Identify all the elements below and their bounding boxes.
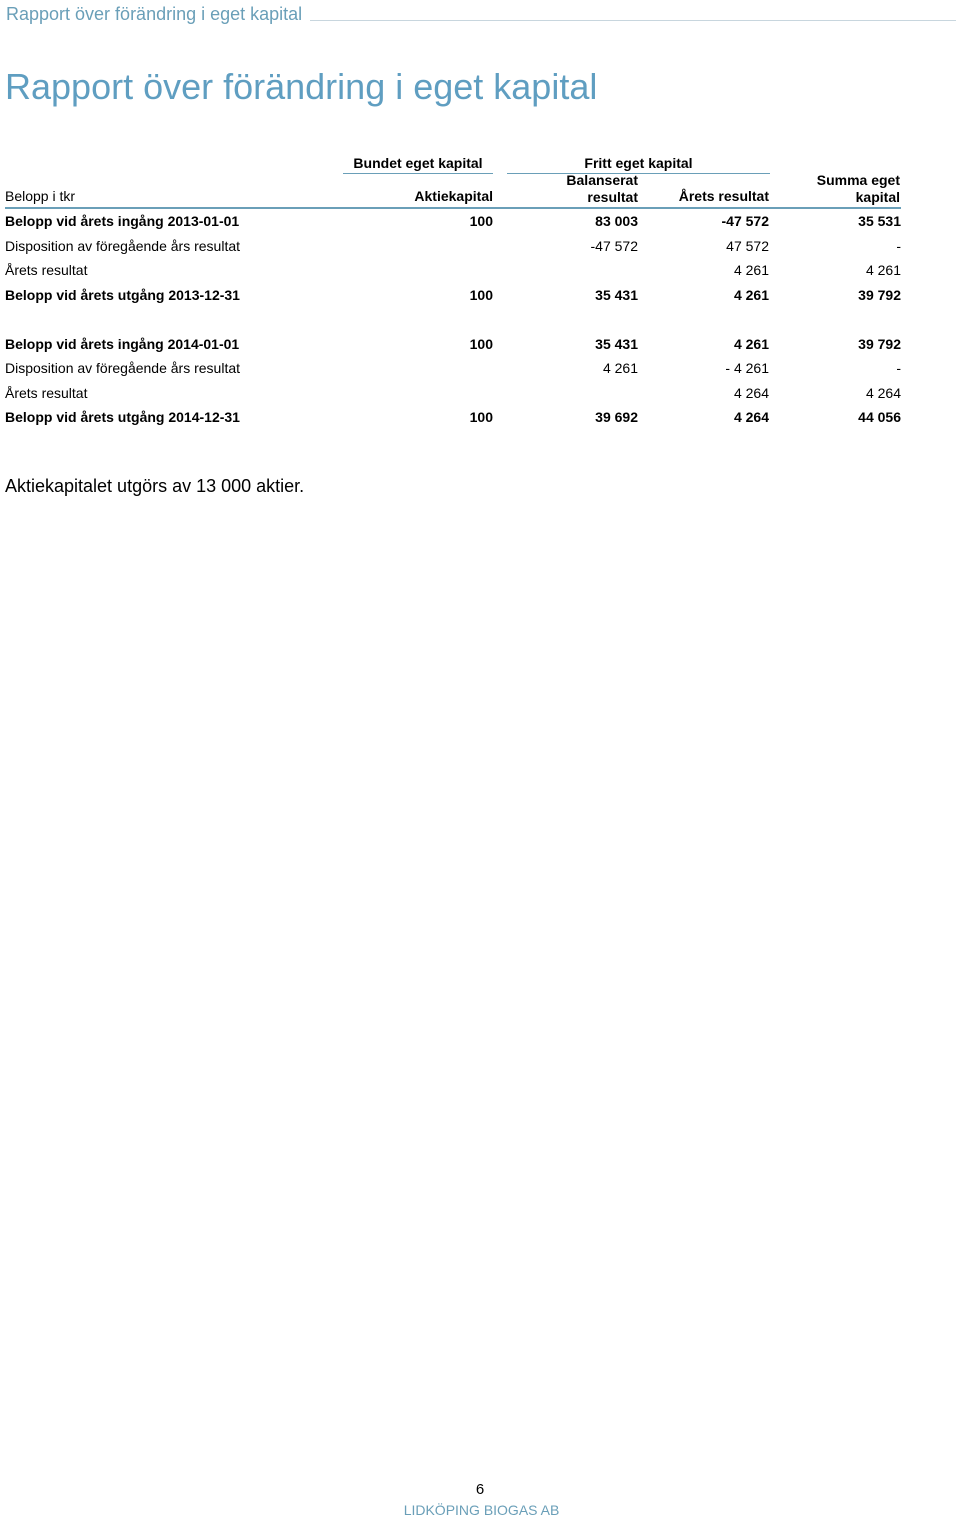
column-header-summa-line2: kapital: [855, 189, 900, 205]
column-header-balanserat: [538, 172, 638, 206]
cell-arets-resultat: 4 261: [733, 286, 769, 303]
cell-balanserat: 35 431: [595, 286, 638, 303]
spacer-cell: [5, 307, 901, 332]
cell-aktiekapital: [395, 234, 493, 259]
cell-summa: 35 531: [858, 213, 901, 230]
table-row: [5, 356, 901, 381]
running-header: [6, 2, 956, 26]
cell-summa: 4 264: [865, 384, 901, 401]
row-label: Disposition av föregående års resultat: [5, 360, 241, 377]
cell-aktiekapital: [395, 258, 493, 283]
column-header-arets-resultat: Årets resultat: [678, 188, 769, 204]
cell-balanserat: 83 003: [595, 213, 638, 230]
cell-summa: 39 792: [858, 286, 901, 303]
cell-balanserat: -47 572: [590, 237, 638, 254]
running-header-rule: [310, 20, 956, 21]
cell-aktiekapital: 100: [469, 213, 493, 230]
cell-arets-resultat: - 4 261: [725, 360, 769, 377]
cell-summa: 39 792: [858, 335, 901, 352]
cell-arets-resultat: 4 264: [733, 409, 769, 426]
share-capital-note: Aktiekapitalet utgörs av 13 000 aktier.: [5, 476, 305, 496]
cell-aktiekapital: [395, 356, 493, 381]
cell-balanserat: 35 431: [595, 335, 638, 352]
cell-summa: 44 056: [858, 409, 901, 426]
page-number: 6: [475, 1481, 485, 1498]
cell-aktiekapital: 100: [469, 286, 493, 303]
column-header-summa: [790, 172, 900, 206]
cell-aktiekapital: 100: [469, 335, 493, 352]
cell-aktiekapital: 100: [469, 409, 493, 426]
cell-arets-resultat: 4 264: [733, 384, 769, 401]
row-label: Belopp vid årets ingång 2013-01-01: [5, 213, 240, 230]
row-label: Belopp vid årets ingång 2014-01-01: [5, 335, 240, 352]
column-header-balanserat-line2: resultat: [587, 189, 638, 205]
table-row: [5, 381, 901, 406]
table-row: [5, 332, 901, 357]
table-row: [5, 283, 901, 308]
group-header-bundet: Bundet eget kapital: [343, 155, 493, 174]
table-row: [5, 405, 901, 430]
cell-arets-resultat: -47 572: [721, 213, 769, 230]
cell-balanserat: [493, 381, 638, 406]
table-row: [5, 209, 901, 234]
table-row: [5, 234, 901, 259]
footer-company-name: LIDKÖPING BIOGAS AB: [403, 1502, 560, 1518]
cell-balanserat: 4 261: [602, 360, 638, 377]
table-spacer-row: [5, 307, 901, 332]
row-label: Årets resultat: [5, 384, 88, 401]
cell-aktiekapital: [395, 381, 493, 406]
row-label: Årets resultat: [5, 262, 88, 279]
running-header-title: Rapport över förändring i eget kapital: [6, 3, 303, 24]
page-title: Rapport över förändring i eget kapital: [5, 66, 598, 107]
cell-arets-resultat: 47 572: [726, 237, 769, 254]
column-header-aktiekapital: Aktiekapital: [414, 188, 493, 204]
column-header-balanserat-line1: Balanserat: [566, 172, 638, 188]
column-header-label: Belopp i tkr: [5, 188, 76, 204]
cell-summa: -: [896, 360, 901, 377]
row-label: Belopp vid årets utgång 2014-12-31: [5, 409, 240, 426]
group-header-fritt: Fritt eget kapital: [507, 155, 770, 174]
cell-balanserat: [493, 258, 638, 283]
cell-arets-resultat: 4 261: [733, 335, 769, 352]
row-label: Disposition av föregående års resultat: [5, 237, 241, 254]
cell-summa: -: [896, 237, 901, 254]
cell-arets-resultat: 4 261: [733, 262, 769, 279]
table-row: [5, 258, 901, 283]
row-label: Belopp vid årets utgång 2013-12-31: [5, 286, 240, 303]
cell-balanserat: 39 692: [595, 409, 638, 426]
equity-table: [5, 209, 901, 430]
column-header-summa-line1: Summa eget: [816, 172, 900, 188]
cell-summa: 4 261: [865, 262, 901, 279]
